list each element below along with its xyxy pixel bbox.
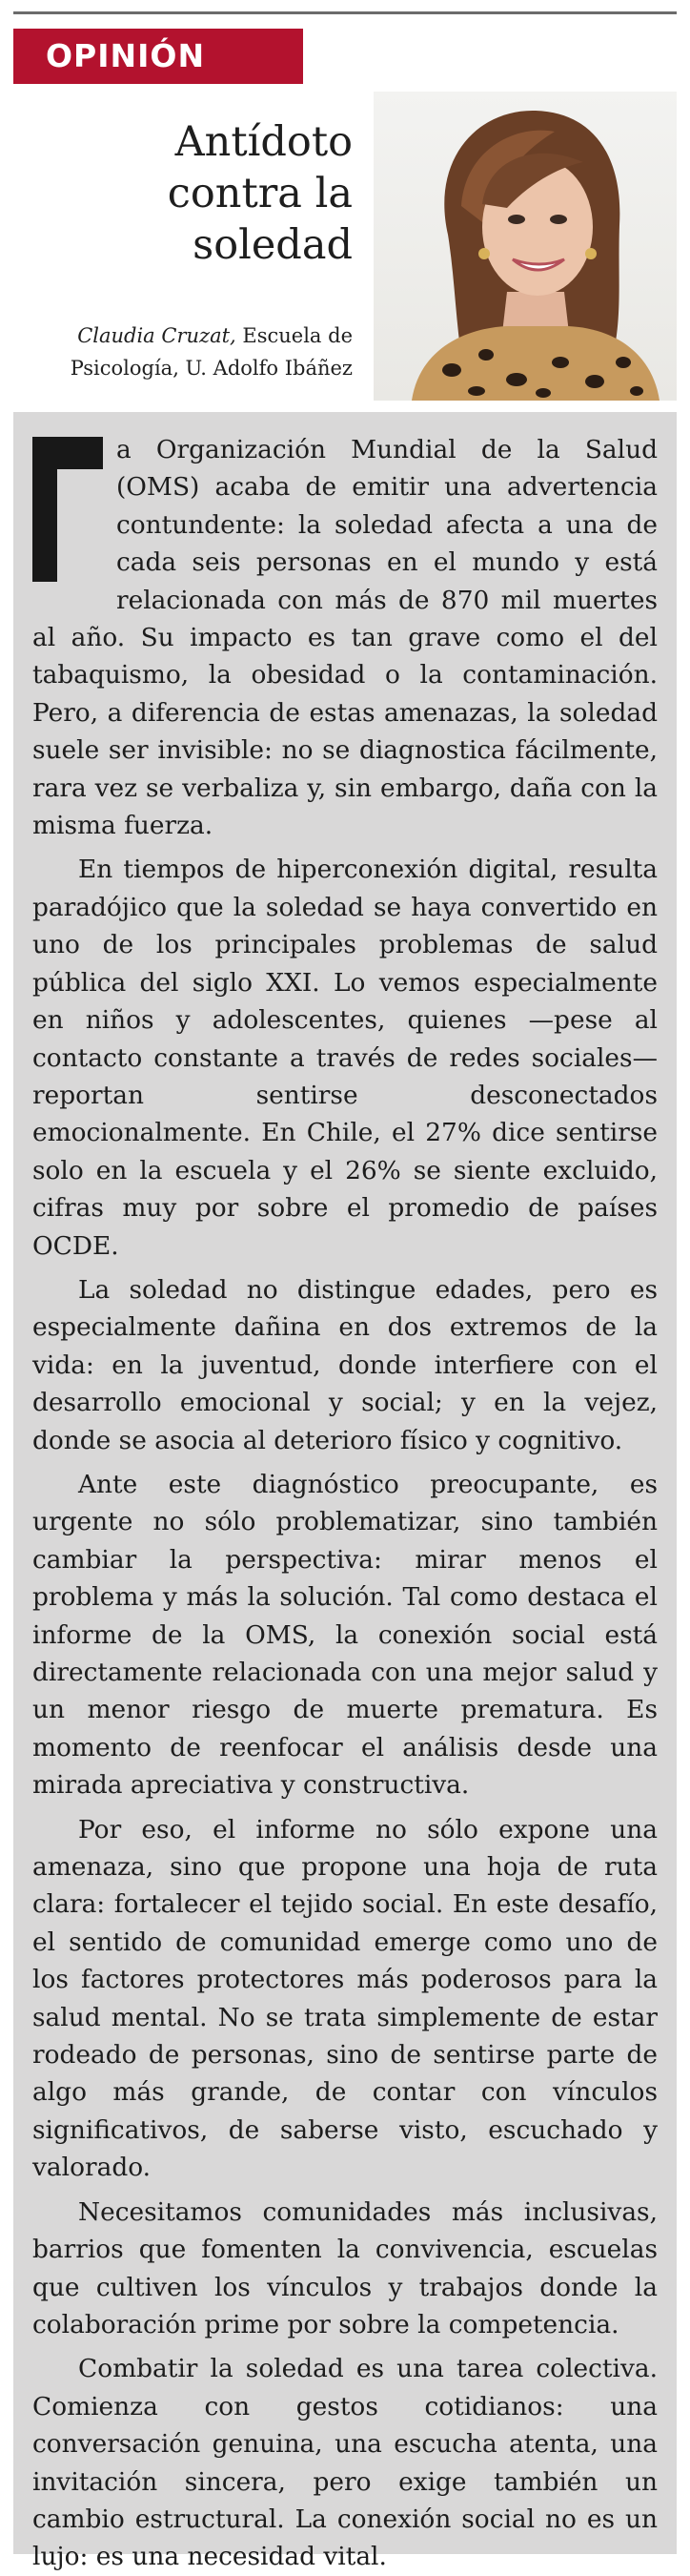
article-body [13, 412, 677, 2572]
paragraph-1 [32, 431, 658, 844]
dropcap [32, 437, 103, 582]
paragraph-4: Ante este diagnóstico preocupante, es urgente no sólo problematizar, sino también cambiar la perspectiva: mirar menos el problema y más la solución. Tal como destaca el informe de la OMS, la conexión social está directamente relacionada con una mejor salud y un menor riesgo de muerte prematura. Es momento de reenfocar el análisis desde una mirada apreciativa y constructiva. [32, 1469, 658, 1801]
author-name: Claudia Cruzat, [77, 324, 236, 347]
paragraph-7: Combatir la soledad es una tarea colectiva. Comienza con gestos cotidianos: una conversación genuina, una escucha atenta, una invitación sincera, pero exige también un cambio estructural. La conexión social no es un lujo: es una necesidad vital. [32, 2354, 658, 2572]
paragraph-5: Por eso, el informe no sólo expone una amenaza, sino que propone una hoja de ruta clara: fortalecer el tejido social. En este desafío, el sentido de comunidad emerge como uno de los factores protectores más poderosos para la salud mental. No se trata simplemente de estar rodeado de personas, sino de sentirse parte de algo más grande, de contar con vínculos significativos, de saberse visto, escuchado y valorado. [32, 1814, 658, 2183]
paragraph-6: Necesitamos comunidades más inclusivas, barrios que fomenten la convivencia, escuelas que cultiven los vínculos y trabajos donde la colaboración prime por sobre la competencia. [32, 2196, 658, 2339]
article-title: Antídoto contra la soledad [167, 118, 353, 269]
paragraph-1-text: a Organización Mundial de la Salud (OMS) acaba de emitir una advertencia contundente: la soledad afecta a una de cada seis personas en el mundo y está relacionada con más de 870 mil muertes al año. Su impacto es tan grave como el del tabaquismo, la obesidad o la contaminación. Pero, a diferencia de estas amenazas, la soledad suele ser invisible: no se diagnostica fácilmente, rara vez se verbaliza y, sin embargo, daña con la misma fuerza. [32, 435, 658, 841]
author-affiliation: Escuela de Psicología, U. Adolfo Ibáñez [70, 324, 353, 380]
byline [19, 319, 353, 384]
author-photo [374, 92, 677, 401]
top-rule [13, 11, 677, 14]
section-label: OPINIÓN [46, 37, 206, 74]
dropcap-letter [32, 437, 33, 438]
author-portrait-illustration [374, 92, 677, 401]
paragraph-2: En tiempos de hiperconexión digital, resulta paradójico que la soledad se haya convertido en uno de los principales problemas de salud pública del siglo XXI. Lo vemos especialmente en niños y adolescentes, quienes —pese al contacto constante a través de redes sociales— reportan sentirse desconectados emocionalmente. En Chile, el 27% dice sentirse solo en la escuela y el 26% se siente excluido, cifras muy por sobre el promedio de países OCDE. [32, 855, 658, 1261]
paragraph-3: La soledad no distingue edades, pero es especialmente dañina en dos extremos de la vida: en la juventud, donde interfiere con el desarrollo emocional y social; y en la vejez, donde se asocia al deterioro físico y cognitivo. [32, 1274, 658, 1455]
section-header [13, 29, 303, 84]
